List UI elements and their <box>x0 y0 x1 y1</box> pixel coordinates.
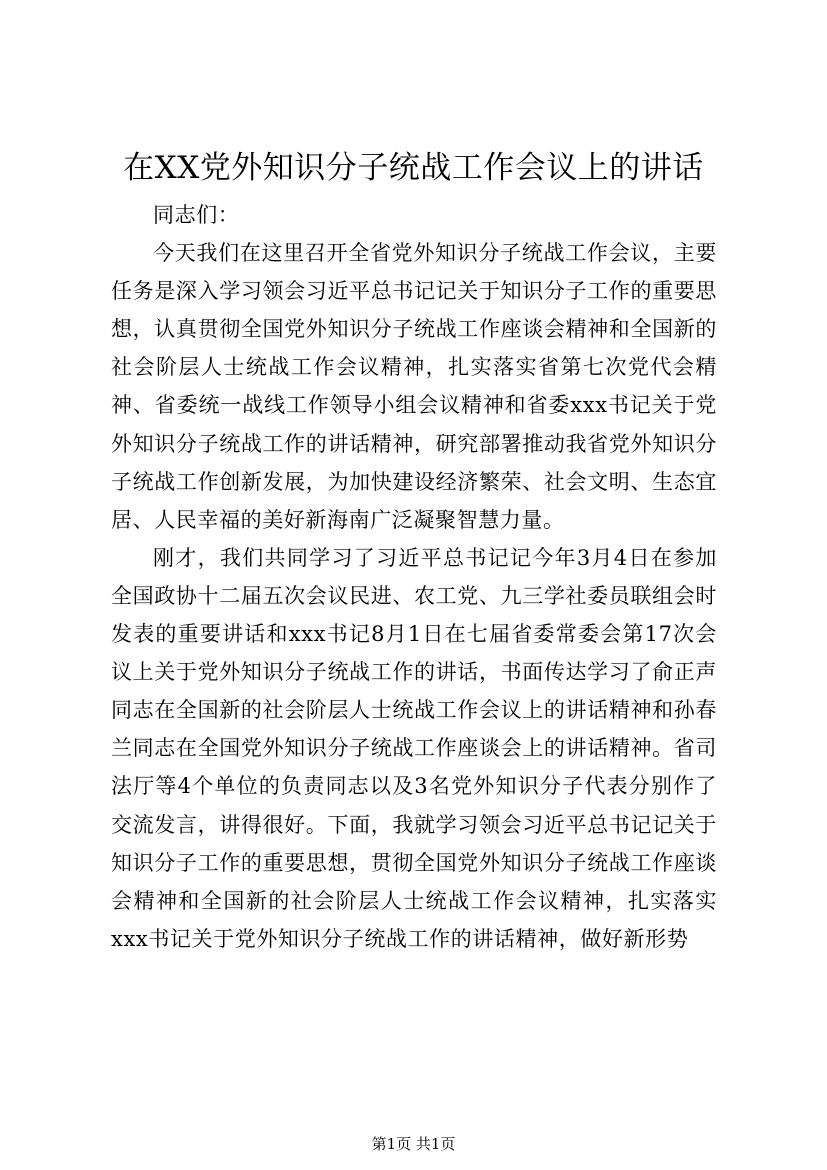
salutation: 同志们： <box>153 203 240 227</box>
page-footer: 第1页 共1页 <box>371 1135 456 1153</box>
paragraph-1: 今天我们在这里召开全省党外知识分子统战工作会议，主要任务是深入学习领会习近平总书记记关于知识分子工作的重要思想，认真贯彻全国党外知识分子统战工作座谈会精神和全国新的社会阶层人士统战工作会议精神，扎实落实省第七次党代会精神、省委统一战线工作领导小组会议精神和省委xxx书记关于党外知识分子统战工作的讲话精神，研究部署推动我省党外知识分子统战工作创新发展，为加快建设经济繁荣、社会文明、生态宜居、人民幸福的美好新海南广泛凝聚智慧力量。 <box>111 241 717 532</box>
paragraph-2: 刚才，我们共同学习了习近平总书记记今年3月4日在参加全国政协十二届五次会议民进、农工党、九三学社委员联组会时发表的重要讲话和xxx书记8月1日在七届省委常委会第17次会议上关于党外知识分子统战工作的讲话，书面传达学习了俞正声同志在全国新的社会阶层人士统战工作会议上的讲话精神和孙春兰同志在全国党外知识分子统战工作座谈会上的讲话精神。省司法厅等4个单位的负责同志以及3名党外知识分子代表分别作了交流发言，讲得很好。下面，我就学习领会习近平总书记记关于知识分子工作的重要思想，贯彻全国党外知识分子统战工作座谈会精神和全国新的社会阶层人士统战工作会议精神，扎实落实xxx书记关于党外知识分子统战工作的讲话精神，做好新形势 <box>111 545 717 951</box>
document-title: 在XX党外知识分子统战工作会议上的讲话 <box>123 150 704 186</box>
document-body <box>111 196 717 958</box>
